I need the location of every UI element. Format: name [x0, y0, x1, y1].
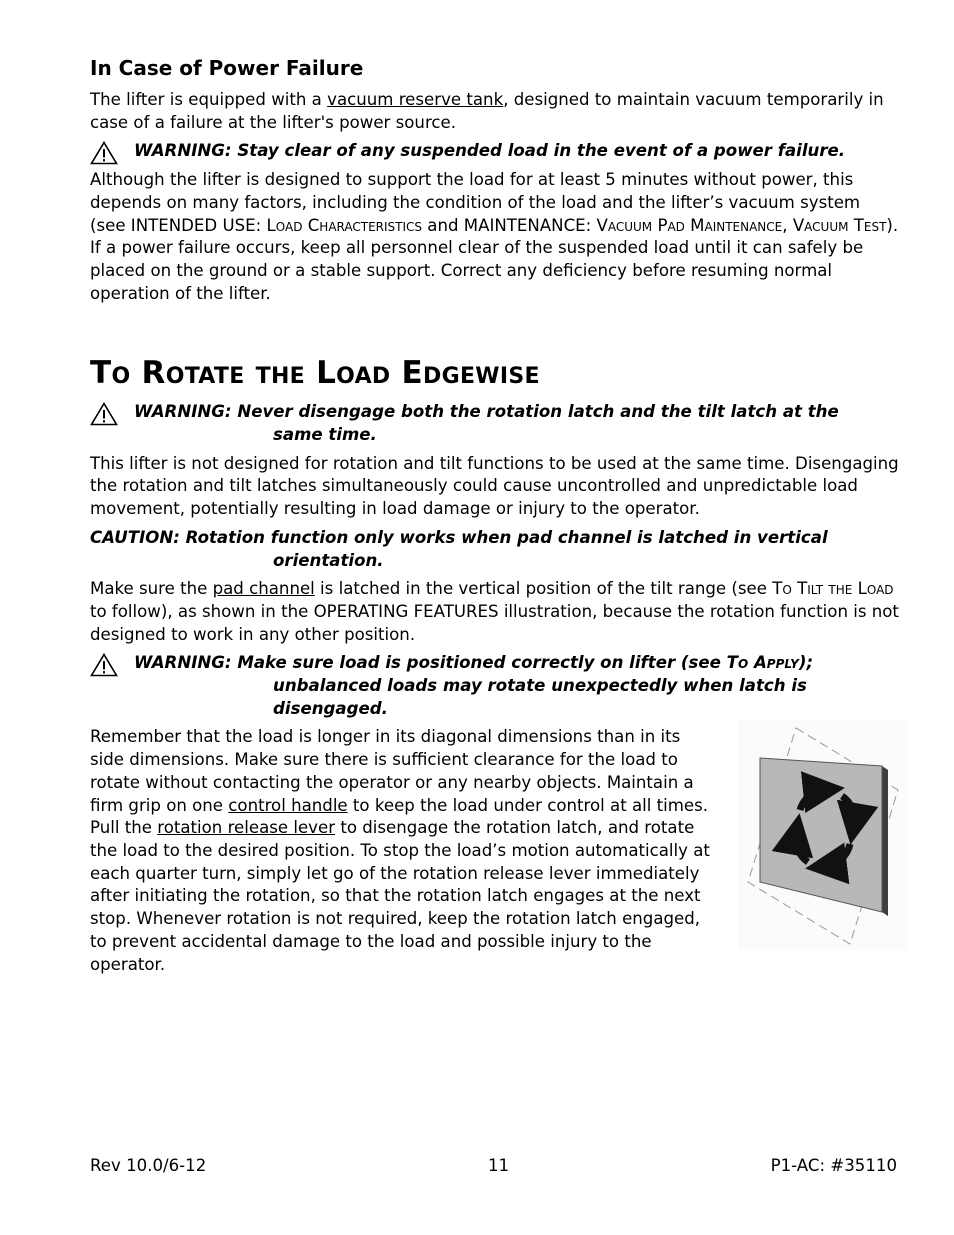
text-run: ). If a power failure occurs, keep all personnel clear of the suspended load until it can safely be placed on the ground or a stable support. Correct any deficiency before resuming normal operation of the lifter.	[90, 215, 899, 303]
warning-text-line-1	[90, 652, 900, 675]
text-run: Although the lifter is designed to support the load for at least 5 minutes without power, this depends on many factors, including the condition of the load and the lifter’s vacuum system (see INTENDED USE:	[90, 170, 861, 235]
text-run: Remember that the load is longer in its diagonal dimensions than in its side dimensions. Make sure there is sufficient clearance for the load to rotate without contacting the operator or any nearby objects. Maintain a firm grip on one	[90, 727, 694, 815]
vacuum-reserve-tank-link[interactable]: vacuum reserve tank	[327, 90, 504, 109]
rotation-release-lever-link[interactable]: rotation release lever	[157, 818, 336, 838]
section-heading-rotate: To Rotate the Load Edgewise	[90, 355, 540, 392]
vacuum-test-ref: Vacuum Test	[792, 215, 887, 235]
rotate-paragraph-1: This lifter is not designed for rotation and tilt functions to be used at the same time. Disengaging the rotation and tilt latches simultaneously could cause uncontrolled and unpredictable load movement, potentially resulting in load damage or injury to the operator.	[90, 453, 899, 519]
warning-text-line-2: unbalanced loads may rotate unexpectedly when latch is	[273, 676, 807, 696]
power-failure-paragraph-1	[90, 89, 900, 134]
load-rotation-illustration	[738, 720, 908, 950]
text-run: to disengage the rotation latch, and rotate the load to the desired position. To stop the load’s motion automatically at each quarter turn, simply let go of the rotation release lever immediately after initiating the rotation, so that the rotation latch engages at the next stop. Whenever rotation is not required, keep the rotation latch engaged, to prevent accidental damage to the load and possible injury to the operator.	[90, 818, 710, 974]
page-number: 11	[488, 1156, 510, 1175]
text-run: );	[798, 653, 814, 673]
load-position-warning	[90, 652, 900, 720]
warning-text-line-2: same time.	[273, 425, 377, 445]
rotation-tilt-warning	[90, 401, 900, 446]
text-run: Make sure the	[90, 579, 213, 599]
rotation-caution	[90, 527, 900, 572]
load-characteristics-ref: Load Characteristics	[266, 215, 423, 235]
rotation-instructions	[90, 726, 900, 976]
control-handle-link[interactable]: control handle	[228, 795, 348, 815]
warning-text-line-1: WARNING: Never disengage both the rotation latch and the tilt latch at the	[134, 402, 839, 422]
text-run: is latched in the vertical position of the tilt range (see	[314, 579, 773, 599]
section-heading-power-failure: In Case of Power Failure	[90, 56, 364, 80]
to-apply-ref: To Apply	[726, 653, 799, 673]
page-footer	[90, 1156, 897, 1180]
power-failure-warning	[90, 140, 900, 163]
text-run: WARNING: Make sure load is positioned correctly on lifter (see	[134, 653, 727, 673]
rotate-paragraph-3	[90, 726, 718, 976]
text-run: ,	[782, 215, 793, 235]
warning-text-line-3: disengaged.	[273, 698, 388, 718]
text-run: to follow), as shown in the OPERATING FEATURES illustration, because the rotation function is not designed to work in any other position.	[90, 601, 899, 644]
document-id: P1-AC: #35110	[770, 1156, 897, 1175]
pad-channel-link[interactable]: pad channel	[212, 579, 315, 599]
rotate-paragraph-2	[90, 578, 900, 646]
page-content	[90, 56, 900, 976]
warning-triangle-icon	[90, 141, 118, 165]
revision-label: Rev 10.0/6-12	[90, 1156, 207, 1175]
text-run: to keep the load under control at all times. Pull the	[90, 795, 709, 838]
text-run: The lifter is equipped with a	[90, 90, 328, 109]
warning-text: WARNING: Stay clear of any suspended load in the event of a power failure.	[134, 141, 846, 161]
vacuum-pad-maintenance-ref: Vacuum Pad Maintenance	[596, 215, 783, 235]
to-tilt-the-load-ref: To Tilt the Load	[772, 579, 894, 599]
text-run: , designed to maintain vacuum temporarily in case of a failure at the lifter's power source.	[90, 90, 884, 132]
caution-text-line-1: CAUTION: Rotation function only works when pad channel is latched in vertical	[90, 527, 828, 547]
warning-triangle-icon	[90, 653, 118, 677]
power-failure-paragraph-2	[90, 169, 900, 305]
caution-text-line-2: orientation.	[273, 550, 384, 570]
text-run: and MAINTENANCE:	[422, 215, 597, 235]
warning-triangle-icon	[90, 402, 118, 426]
